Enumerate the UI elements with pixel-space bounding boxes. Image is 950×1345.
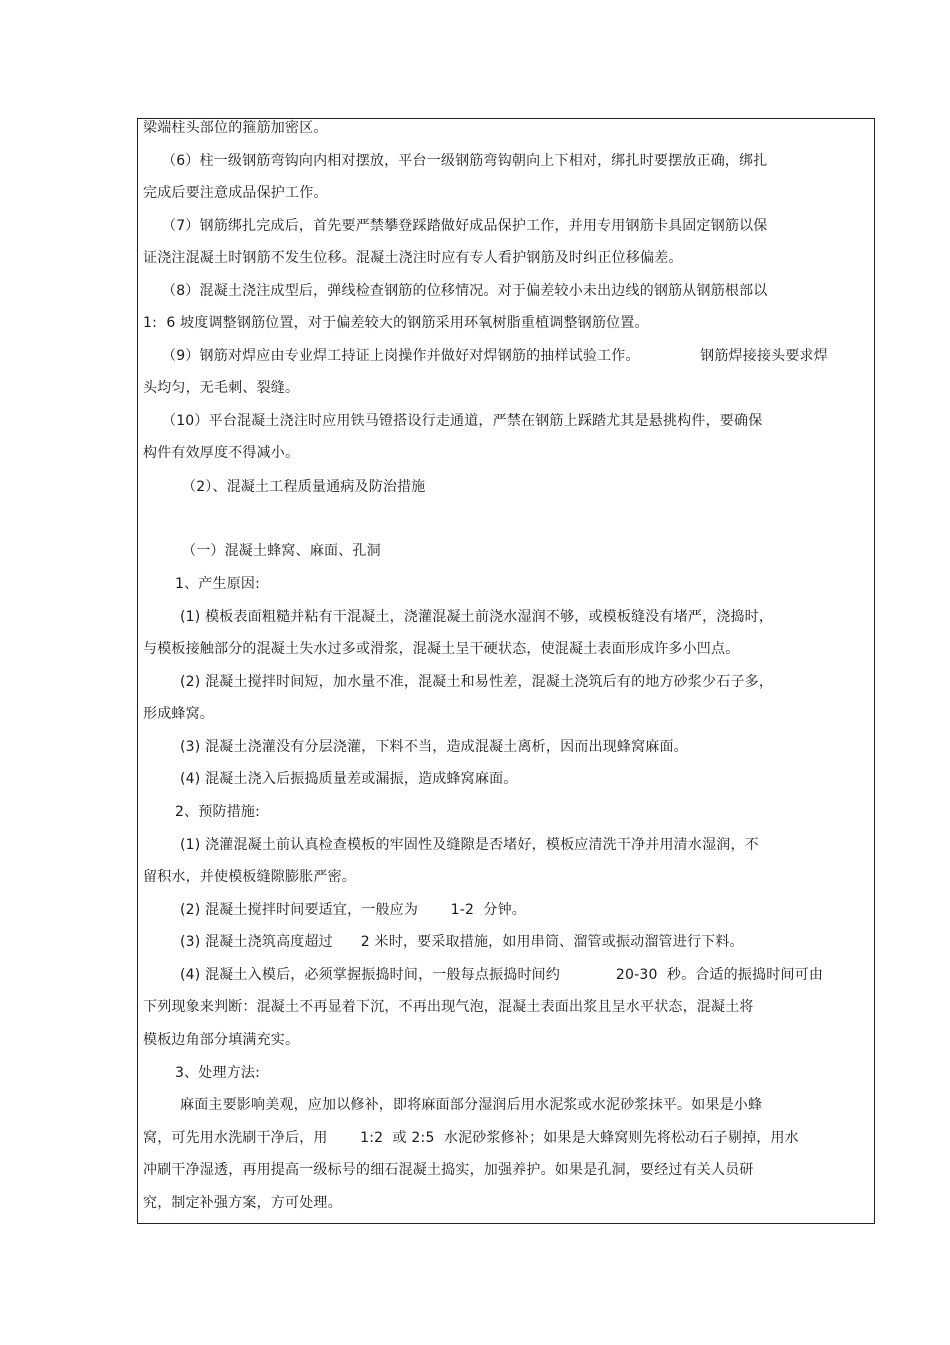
text-line: (2) 混凝土搅拌时间短，加水量不准，混凝土和易性差，混凝土浇筑后有的地方砂浆少石子多， bbox=[180, 674, 774, 690]
text-line: 证浇注混凝土时钢筋不发生位移。混凝土浇注时应有专人看护钢筋及时纠正位移偏差。 bbox=[143, 250, 683, 266]
text-line: (3) 混凝土浇灌没有分层浇灌，下料不当，造成混凝土离析，因而出现蜂窝麻面。 bbox=[180, 739, 688, 755]
text-line: 3、处理方法: bbox=[175, 1065, 261, 1081]
text-line: 1、产生原因: bbox=[175, 576, 261, 592]
text-line: 2、预防措施: bbox=[175, 804, 261, 820]
text-line: 头均匀，无毛刺、裂缝。 bbox=[143, 380, 300, 396]
text-line: 梁端柱头部位的箍筋加密区。 bbox=[143, 120, 328, 136]
text-line: （7）钢筋绑扎完成后，首先要严禁攀登踩踏做好成品保护工作，并用专用钢筋卡具固定钢筋以保 bbox=[162, 218, 768, 234]
text-line: (3) 混凝土浇筑高度超过 2 米时，要采取措施，如用串筒、溜管或振动溜管进行下料。 bbox=[180, 934, 744, 950]
text-line: (4) 混凝土入模后，必须掌握振捣时间，一般每点振捣时间约 20-30 秒。合适的振捣时间可由 bbox=[180, 967, 824, 983]
text-line: 窝，可先用水洗刷干净后，用 1:2 或 2:5 水泥砂浆修补；如果是大蜂窝则先将松动石子剔掉，用水 bbox=[143, 1130, 799, 1146]
text-line: 1: 6 坡度调整钢筋位置，对于偏差较大的钢筋采用环氧树脂重植调整钢筋位置。 bbox=[143, 315, 649, 331]
text-line: （6）柱一级钢筋弯钩向内相对摆放，平台一级钢筋弯钩朝向上下相对，绑扎时要摆放正确，绑扎 bbox=[162, 153, 768, 169]
subsection-heading: （一）混凝土蜂窝、麻面、孔洞 bbox=[182, 543, 381, 559]
text-line: （8）混凝土浇注成型后，弹线检查钢筋的位移情况。对于偏差较小未出边线的钢筋从钢筋根部以 bbox=[162, 283, 768, 299]
text-line: 下列现象来判断：混凝土不再显着下沉，不再出现气泡，混凝土表面出浆且呈水平状态，混凝土将 bbox=[143, 999, 754, 1015]
text-line: 冲刷干净湿透，再用提高一级标号的细石混凝土捣实，加强养护。如果是孔洞，要经过有关人员研 bbox=[143, 1162, 754, 1178]
text-line: (1) 模板表面粗糙并粘有干混凝土，浇灌混凝土前浇水湿润不够，或模板缝没有堵严，浇捣时， bbox=[180, 609, 774, 625]
text-line: 麻面主要影响美观，应加以修补，即将麻面部分湿润后用水泥浆或水泥砂浆抹平。如果是小蜂 bbox=[180, 1097, 763, 1113]
text-line: 留积水，并使模板缝隙膨胀严密。 bbox=[143, 869, 356, 885]
section-heading: （2）、混凝土工程质量通病及防治措施 bbox=[182, 479, 426, 495]
text-line: （10）平台混凝土浇注时应用铁马镫搭设行走通道，严禁在钢筋上踩踏尤其是悬挑构件，要确保 bbox=[162, 413, 763, 429]
text-line: (2) 混凝土搅拌时间要适宜，一般应为 1-2 分钟。 bbox=[180, 902, 526, 918]
text-line: (1) 浇灌混凝土前认真检查模板的牢固性及缝隙是否堵好，模板应清洗干净并用清水湿润，不 bbox=[180, 837, 759, 853]
text-line: 构件有效厚度不得减小。 bbox=[143, 445, 300, 461]
text-line: (4) 混凝土浇入后振捣质量差或漏振，造成蜂窝麻面。 bbox=[180, 771, 518, 787]
text-line: 完成后要注意成品保护工作。 bbox=[143, 185, 328, 201]
text-line: （9）钢筋对焊应由专业焊工持证上岗操作并做好对焊钢筋的抽样试验工作。 钢筋焊接接头要求焊 bbox=[162, 348, 828, 364]
text-line: 究，制定补强方案，方可处理。 bbox=[143, 1195, 342, 1211]
text-line: 模板边角部分填满充实。 bbox=[143, 1032, 300, 1048]
text-line: 与模板接触部分的混凝土失水过多或滑浆，混凝土呈干硬状态，使混凝土表面形成许多小凹点。 bbox=[143, 641, 740, 657]
text-line: 形成蜂窝。 bbox=[143, 706, 214, 722]
